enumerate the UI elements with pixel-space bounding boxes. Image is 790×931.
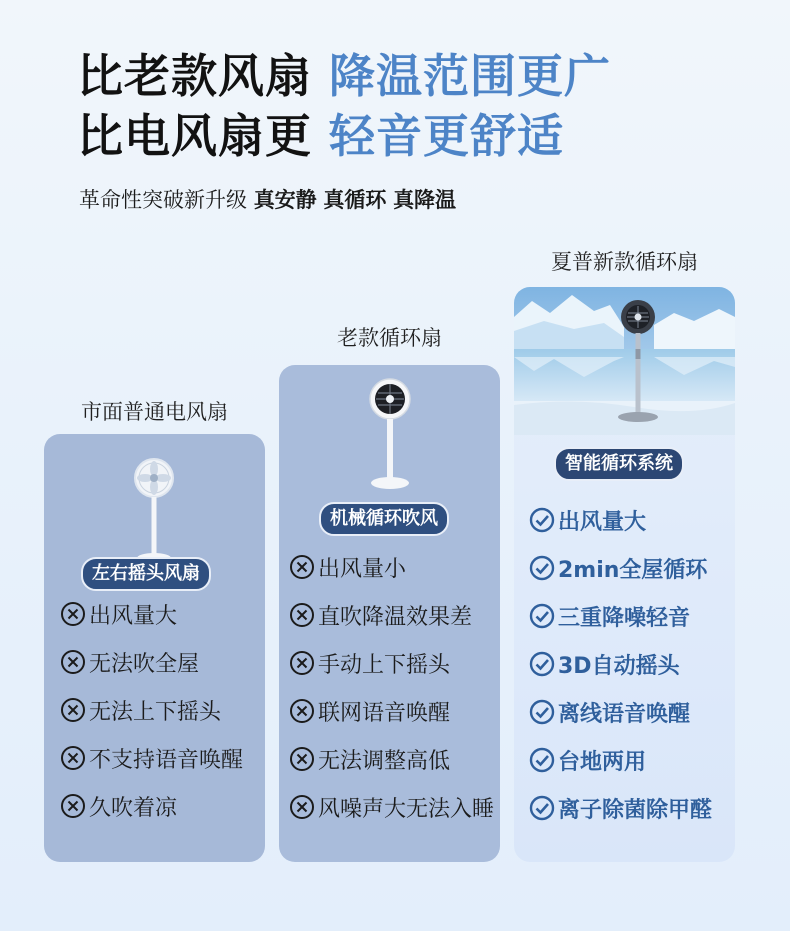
list-item (289, 639, 494, 687)
list-item (529, 736, 712, 784)
list-item (60, 590, 243, 638)
feature-list-sharp-circulator (529, 496, 712, 832)
list-item-label: 无法调整高低 (318, 748, 451, 774)
headline-line-1 (77, 50, 611, 102)
subtitle-lead: 革命性突破新升级 (79, 188, 247, 212)
x-circle-icon (289, 698, 315, 724)
list-item-label: 出风量大 (89, 603, 178, 629)
list-item (289, 687, 494, 735)
column-title-sharp-circulator: 夏普新款循环扇 (551, 250, 698, 274)
subtitle-point: 真循环 (323, 188, 387, 212)
x-circle-icon (289, 602, 315, 628)
headline-line-1-blue: 降温范围更广 (329, 49, 612, 103)
list-item (289, 543, 494, 591)
x-circle-icon (289, 554, 315, 580)
list-item-label: 手动上下摇头 (318, 652, 451, 678)
headline-line-2-blue: 轻音更舒适 (329, 109, 565, 163)
circulator-fan-image (365, 373, 415, 495)
list-item-label: 台地两用 (558, 749, 647, 775)
list-item (529, 688, 712, 736)
list-item-label: 无法上下摇头 (89, 699, 222, 725)
subtitle-point: 真降温 (393, 188, 457, 212)
list-item-label: 离线语音唤醒 (558, 701, 691, 727)
list-item (529, 496, 712, 544)
x-circle-icon (289, 794, 315, 820)
check-circle-icon (529, 555, 555, 581)
list-item-label: 3D自动摇头 (558, 653, 680, 679)
list-item (529, 544, 712, 592)
list-item-label: 直吹降温效果差 (318, 604, 473, 630)
x-circle-icon (60, 601, 86, 627)
list-item (289, 735, 494, 783)
list-item-label: 风噪声大无法入睡 (318, 796, 495, 822)
list-item (529, 784, 712, 832)
list-item-label: 不支持语音唤醒 (89, 747, 244, 773)
x-circle-icon (289, 650, 315, 676)
headline-line-2 (77, 110, 564, 162)
x-circle-icon (60, 793, 86, 819)
list-item-label: 久吹着凉 (89, 795, 178, 821)
list-item (289, 591, 494, 639)
check-circle-icon (529, 603, 555, 629)
headline-line-1-dark: 比老款风扇 (77, 49, 312, 103)
feature-list-ordinary-fan (60, 590, 243, 830)
feature-badge-smart-circulation: 智能循环系统 (554, 447, 684, 481)
x-circle-icon (60, 697, 86, 723)
list-item (60, 782, 243, 830)
check-circle-icon (529, 651, 555, 677)
x-circle-icon (60, 745, 86, 771)
list-item-label: 联网语音唤醒 (318, 700, 451, 726)
subtitle-point: 真安静 (253, 188, 317, 212)
list-item (60, 686, 243, 734)
x-circle-icon (289, 746, 315, 772)
list-item-label: 2min全屋循环 (558, 557, 708, 583)
list-item (529, 592, 712, 640)
feature-badge-mechanical: 机械循环吹风 (319, 502, 449, 536)
check-circle-icon (529, 795, 555, 821)
feature-list-old-circulator (289, 543, 494, 831)
list-item-label: 无法吹全屋 (89, 651, 200, 677)
subtitle (79, 184, 456, 214)
list-item (289, 783, 494, 831)
list-item (60, 734, 243, 782)
x-circle-icon (60, 649, 86, 675)
column-title-old-circulator: 老款循环扇 (337, 326, 442, 350)
check-circle-icon (529, 699, 555, 725)
check-circle-icon (529, 747, 555, 773)
list-item-label: 离子除菌除甲醛 (558, 797, 713, 823)
headline-line-2-dark: 比电风扇更 (77, 109, 312, 163)
feature-badge-oscillating-fan: 左右摇头风扇 (81, 557, 211, 591)
list-item (60, 638, 243, 686)
check-circle-icon (529, 507, 555, 533)
list-item-label: 出风量小 (318, 556, 407, 582)
list-item (529, 640, 712, 688)
iceberg-scene-image (514, 287, 735, 435)
list-item-label: 出风量大 (558, 509, 647, 535)
pedestal-fan-image (124, 448, 184, 570)
list-item-label: 三重降噪轻音 (558, 605, 691, 631)
column-title-ordinary-fan: 市面普通电风扇 (81, 400, 228, 424)
